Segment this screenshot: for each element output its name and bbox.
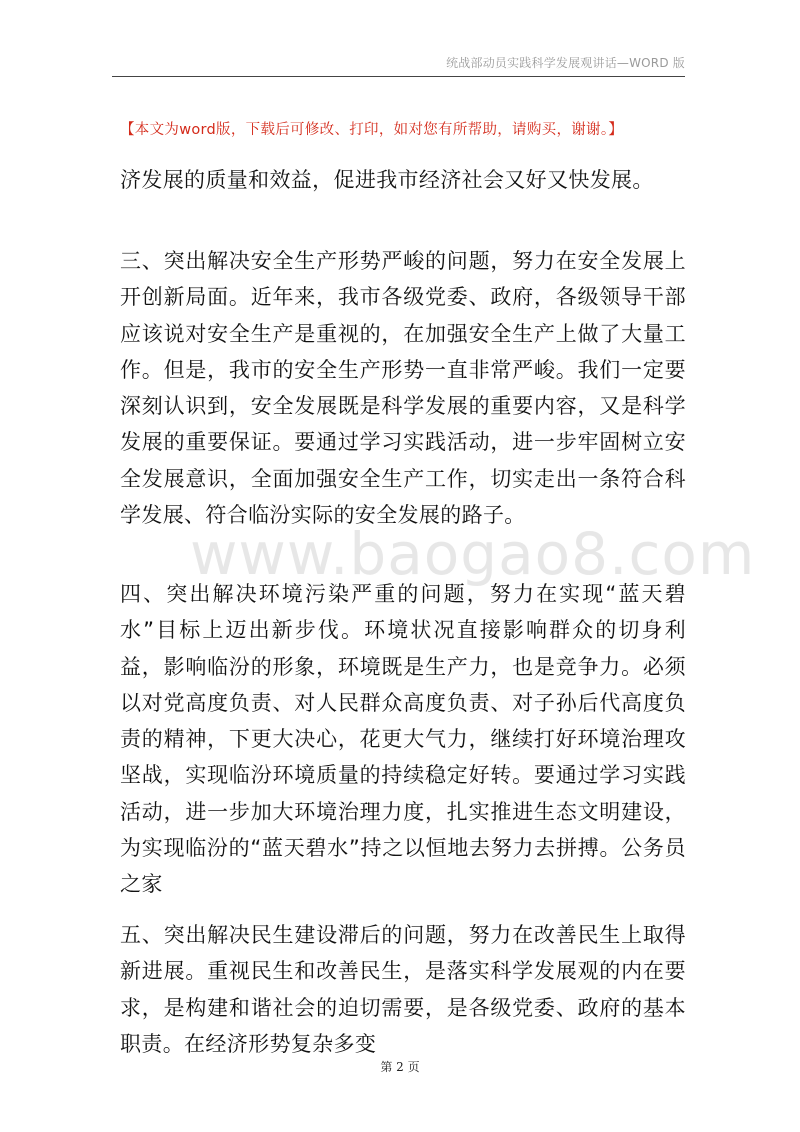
paragraph-section-four: 四、突出解决环境污染严重的问题，努力在实现“蓝天碧水”目标上迈出新步伐。环境状况直接影响群众的切身利益，影响临汾的形象，环境既是生产力，也是竞争力。必须以对党高度负责、对人民群众高度负责、对子孙后代高度负责的精神，下更大决心，花更大气力，继续打好环境治理攻坚战，实现临汾环境质量的持续稳定好转。要通过学习实践活动，进一步加大环境治理力度，扎实推进生态文明建设，为实现临汾的“蓝天碧水”持之以恒地去努力去拼搏。公务员之家 <box>120 582 686 897</box>
paragraph-section-three: 三、突出解决安全生产形势严峻的问题，努力在安全发展上开创新局面。近年来，我市各级党委、政府，各级领导干部应该说对安全生产是重视的，在加强安全生产上做了大量工作。但是，我市的安全生产形势一直非常严峻。我们一定要深刻认识到，安全发展既是科学发展的重要内容，又是科学发展的重要保证。要通过学习实践活动，进一步牢固树立安全发展意识，全面加强安全生产工作，切实走出一条符合科学发展、符合临汾实际的安全发展的路子。 <box>120 249 686 528</box>
purchase-notice: 【本文为word版，下载后可修改、打印，如对您有所帮助，请购买，谢谢。】 <box>120 122 624 138</box>
paragraph-continuation: 济发展的质量和效益，促进我市经济社会又好又快发展。 <box>120 168 654 192</box>
header-divider <box>112 76 685 77</box>
document-header-title: 统战部动员实践科学发展观讲话—WORD 版 <box>446 56 685 70</box>
page-number: 第 2 页 <box>380 1060 420 1074</box>
watermark: www.baogao8.com <box>190 520 756 588</box>
paragraph-section-five: 五、突出解决民生建设滞后的问题，努力在改善民生上取得新进展。重视民生和改善民生，是落实科学发展观的内在要求，是构建和谐社会的迫切需要，是各级党委、政府的基本职责。在经济形势复杂多变 <box>120 923 686 1056</box>
